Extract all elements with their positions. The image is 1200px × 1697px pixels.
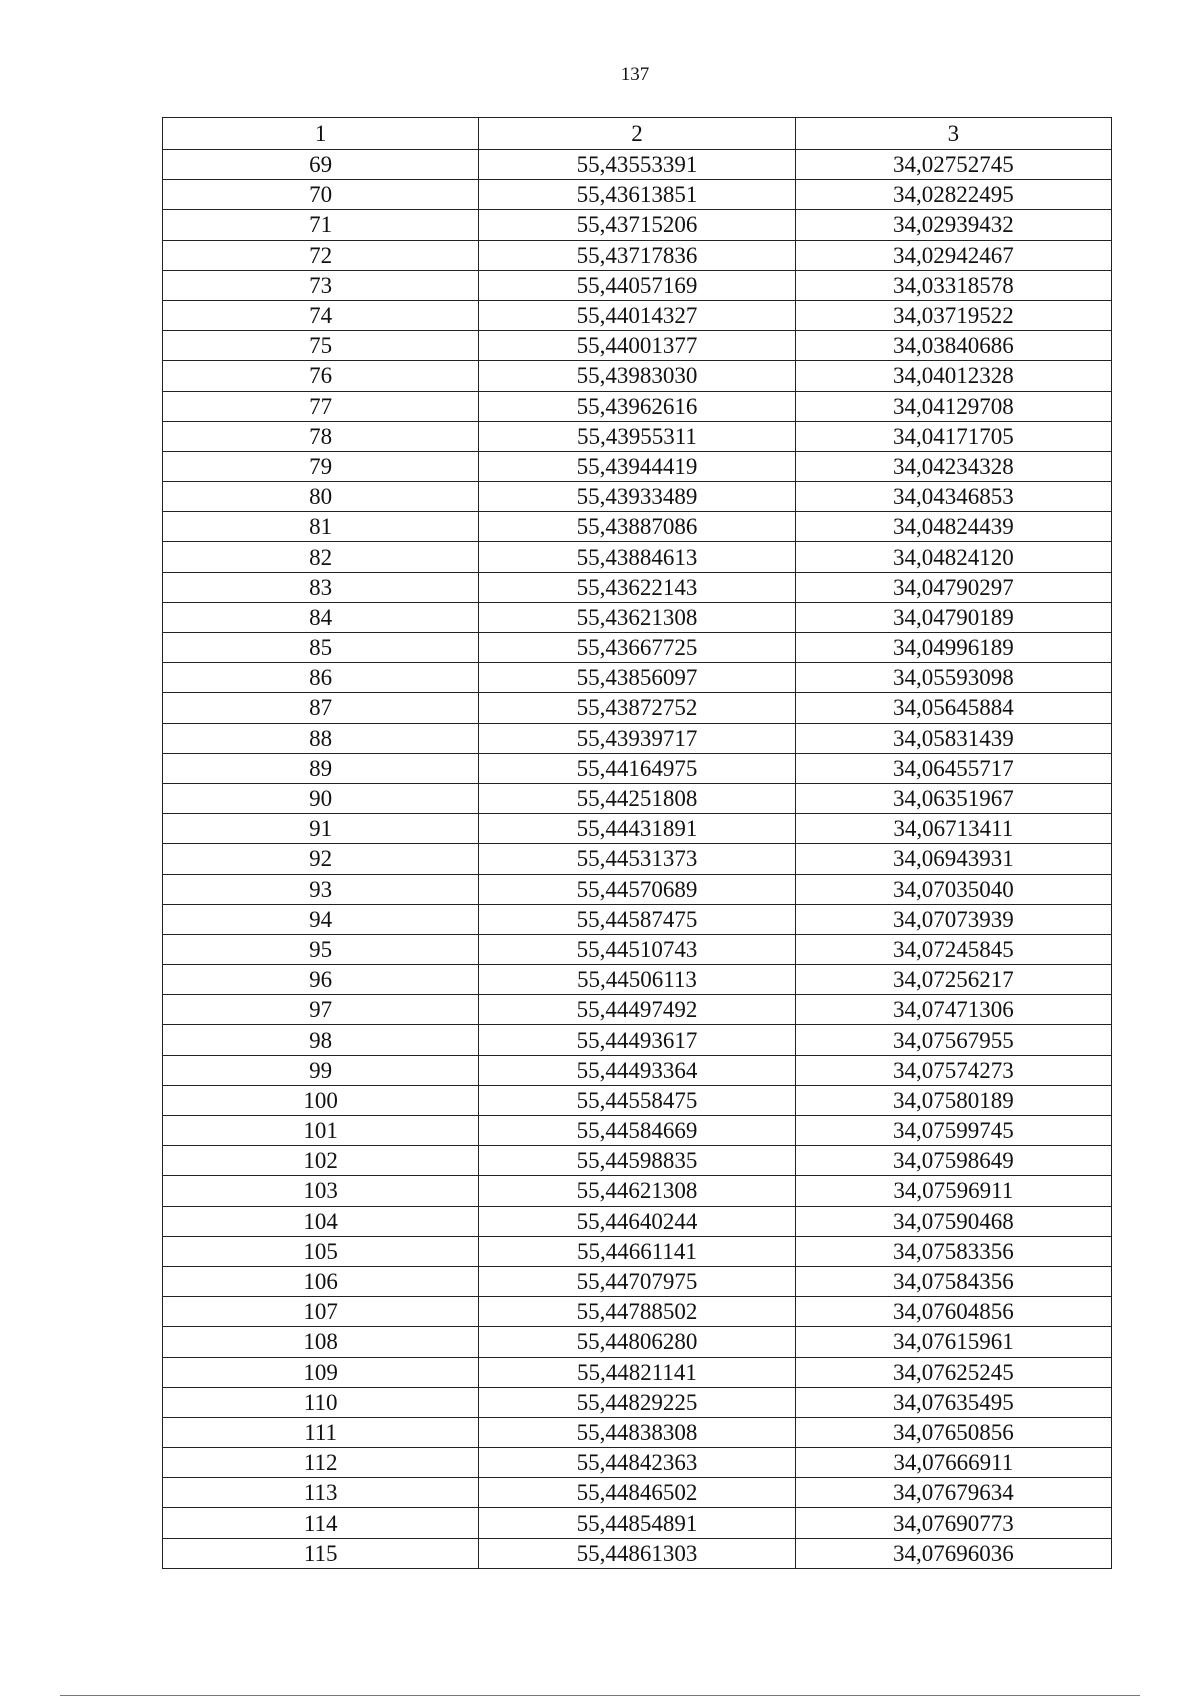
point-number-cell: 80: [163, 482, 479, 512]
coordinate-y-cell: 34,07599745: [795, 1116, 1111, 1146]
table-row: [163, 965, 1112, 995]
coordinate-x-cell: 55,43955311: [479, 421, 795, 451]
coordinates-table: [162, 117, 1112, 1569]
coordinate-x-cell: 55,44788502: [479, 1297, 795, 1327]
coordinate-y-cell: 34,04171705: [795, 421, 1111, 451]
coordinate-x-cell: 55,43884613: [479, 542, 795, 572]
table-row: [163, 331, 1112, 361]
point-number-cell: 99: [163, 1055, 479, 1085]
coordinate-y-cell: 34,07567955: [795, 1025, 1111, 1055]
coordinate-x-cell: 55,44846502: [479, 1478, 795, 1508]
point-number-cell: 100: [163, 1085, 479, 1115]
coordinate-x-cell: 55,43856097: [479, 663, 795, 693]
point-number-cell: 83: [163, 572, 479, 602]
table-row: [163, 663, 1112, 693]
point-number-cell: 94: [163, 904, 479, 934]
coordinate-y-cell: 34,04824120: [795, 542, 1111, 572]
coordinate-y-cell: 34,07245845: [795, 934, 1111, 964]
table-row: [163, 1417, 1112, 1447]
table-row: [163, 1508, 1112, 1538]
coordinate-y-cell: 34,07590468: [795, 1206, 1111, 1236]
coordinate-y-cell: 34,07625245: [795, 1357, 1111, 1387]
coordinate-x-cell: 55,44558475: [479, 1085, 795, 1115]
point-number-cell: 73: [163, 270, 479, 300]
coordinate-y-cell: 34,03719522: [795, 300, 1111, 330]
coordinate-x-cell: 55,43622143: [479, 572, 795, 602]
coordinate-y-cell: 34,06351967: [795, 783, 1111, 813]
coordinate-x-cell: 55,44854891: [479, 1508, 795, 1538]
table-row: [163, 1297, 1112, 1327]
point-number-cell: 86: [163, 663, 479, 693]
point-number-cell: 95: [163, 934, 479, 964]
coordinate-x-cell: 55,44598835: [479, 1146, 795, 1176]
table-row: [163, 1176, 1112, 1206]
coordinate-x-cell: 55,44570689: [479, 874, 795, 904]
table-row: [163, 451, 1112, 481]
coordinate-x-cell: 55,44493617: [479, 1025, 795, 1055]
coordinate-x-cell: 55,44806280: [479, 1327, 795, 1357]
point-number-cell: 113: [163, 1478, 479, 1508]
coordinate-y-cell: 34,05645884: [795, 693, 1111, 723]
table-row: [163, 753, 1112, 783]
coordinate-y-cell: 34,06713411: [795, 814, 1111, 844]
coordinate-y-cell: 34,07635495: [795, 1387, 1111, 1417]
coordinate-y-cell: 34,07580189: [795, 1085, 1111, 1115]
point-number-cell: 77: [163, 391, 479, 421]
table-row: [163, 1387, 1112, 1417]
point-number-cell: 85: [163, 633, 479, 663]
coordinate-y-cell: 34,04234328: [795, 451, 1111, 481]
coordinate-y-cell: 34,07256217: [795, 965, 1111, 995]
coordinate-x-cell: 55,43944419: [479, 451, 795, 481]
page-bottom-rule: [60, 1695, 1140, 1696]
table-row: [163, 723, 1112, 753]
coordinate-y-cell: 34,04790297: [795, 572, 1111, 602]
point-number-cell: 115: [163, 1538, 479, 1568]
point-number-cell: 82: [163, 542, 479, 572]
coordinate-y-cell: 34,07604856: [795, 1297, 1111, 1327]
coordinate-x-cell: 55,43667725: [479, 633, 795, 663]
table-row: [163, 1025, 1112, 1055]
coordinate-x-cell: 55,44842363: [479, 1448, 795, 1478]
table-row: [163, 1206, 1112, 1236]
point-number-cell: 89: [163, 753, 479, 783]
coordinate-y-cell: 34,02942467: [795, 240, 1111, 270]
coordinate-y-cell: 34,07666911: [795, 1448, 1111, 1478]
point-number-cell: 96: [163, 965, 479, 995]
coordinate-x-cell: 55,43962616: [479, 391, 795, 421]
coordinate-y-cell: 34,02939432: [795, 210, 1111, 240]
coordinate-x-cell: 55,44431891: [479, 814, 795, 844]
coordinate-x-cell: 55,44251808: [479, 783, 795, 813]
coordinate-y-cell: 34,03318578: [795, 270, 1111, 300]
coordinate-x-cell: 55,44510743: [479, 934, 795, 964]
table-body: [163, 150, 1112, 1569]
coordinate-y-cell: 34,07598649: [795, 1146, 1111, 1176]
point-number-cell: 97: [163, 995, 479, 1025]
table-row: [163, 512, 1112, 542]
coordinate-x-cell: 55,44821141: [479, 1357, 795, 1387]
table-row: [163, 180, 1112, 210]
coordinate-y-cell: 34,07584356: [795, 1266, 1111, 1296]
coordinate-y-cell: 34,07696036: [795, 1538, 1111, 1568]
coordinate-x-cell: 55,43939717: [479, 723, 795, 753]
coordinate-y-cell: 34,07073939: [795, 904, 1111, 934]
point-number-cell: 108: [163, 1327, 479, 1357]
point-number-cell: 93: [163, 874, 479, 904]
table-row: [163, 1055, 1112, 1085]
coordinate-x-cell: 55,44838308: [479, 1417, 795, 1447]
point-number-cell: 106: [163, 1266, 479, 1296]
coordinate-y-cell: 34,05831439: [795, 723, 1111, 753]
coordinate-x-cell: 55,44164975: [479, 753, 795, 783]
point-number-cell: 91: [163, 814, 479, 844]
point-number-cell: 81: [163, 512, 479, 542]
coordinate-y-cell: 34,04824439: [795, 512, 1111, 542]
coordinate-x-cell: 55,44829225: [479, 1387, 795, 1417]
point-number-cell: 105: [163, 1236, 479, 1266]
coordinate-y-cell: 34,04129708: [795, 391, 1111, 421]
table-row: [163, 1236, 1112, 1266]
coordinate-x-cell: 55,44640244: [479, 1206, 795, 1236]
column-header-3: 3: [795, 118, 1111, 150]
coordinate-y-cell: 34,07596911: [795, 1176, 1111, 1206]
table-row: [163, 1146, 1112, 1176]
table-row: [163, 1116, 1112, 1146]
table-header: [163, 118, 1112, 150]
coordinate-y-cell: 34,03840686: [795, 331, 1111, 361]
point-number-cell: 92: [163, 844, 479, 874]
coordinate-x-cell: 55,44001377: [479, 331, 795, 361]
coordinate-x-cell: 55,44707975: [479, 1266, 795, 1296]
table-row: [163, 542, 1112, 572]
point-number-cell: 69: [163, 150, 479, 180]
coordinate-x-cell: 55,44661141: [479, 1236, 795, 1266]
coordinate-y-cell: 34,06455717: [795, 753, 1111, 783]
table-row: [163, 482, 1112, 512]
table-row: [163, 150, 1112, 180]
table-row: [163, 934, 1112, 964]
point-number-cell: 109: [163, 1357, 479, 1387]
coordinate-x-cell: 55,43621308: [479, 602, 795, 632]
coordinate-x-cell: 55,43872752: [479, 693, 795, 723]
point-number-cell: 75: [163, 331, 479, 361]
coordinate-y-cell: 34,05593098: [795, 663, 1111, 693]
point-number-cell: 101: [163, 1116, 479, 1146]
column-header-2: 2: [479, 118, 795, 150]
coordinate-x-cell: 55,43887086: [479, 512, 795, 542]
point-number-cell: 88: [163, 723, 479, 753]
coordinate-y-cell: 34,02752745: [795, 150, 1111, 180]
coordinate-y-cell: 34,07650856: [795, 1417, 1111, 1447]
header-row: [163, 118, 1112, 150]
point-number-cell: 72: [163, 240, 479, 270]
coordinate-x-cell: 55,43983030: [479, 361, 795, 391]
coordinate-x-cell: 55,44621308: [479, 1176, 795, 1206]
coordinate-y-cell: 34,02822495: [795, 180, 1111, 210]
coordinate-y-cell: 34,04012328: [795, 361, 1111, 391]
table-row: [163, 1448, 1112, 1478]
point-number-cell: 114: [163, 1508, 479, 1538]
table-row: [163, 904, 1112, 934]
point-number-cell: 74: [163, 300, 479, 330]
point-number-cell: 78: [163, 421, 479, 451]
column-header-1: 1: [163, 118, 479, 150]
table-row: [163, 210, 1112, 240]
table-row: [163, 240, 1112, 270]
coordinate-y-cell: 34,07574273: [795, 1055, 1111, 1085]
point-number-cell: 76: [163, 361, 479, 391]
point-number-cell: 98: [163, 1025, 479, 1055]
coordinate-x-cell: 55,43613851: [479, 180, 795, 210]
point-number-cell: 107: [163, 1297, 479, 1327]
table-row: [163, 783, 1112, 813]
coordinate-y-cell: 34,07035040: [795, 874, 1111, 904]
coordinate-x-cell: 55,43717836: [479, 240, 795, 270]
coordinate-x-cell: 55,44584669: [479, 1116, 795, 1146]
coordinate-x-cell: 55,44493364: [479, 1055, 795, 1085]
table-row: [163, 1327, 1112, 1357]
table-row: [163, 1266, 1112, 1296]
coordinate-x-cell: 55,44506113: [479, 965, 795, 995]
coordinate-y-cell: 34,07690773: [795, 1508, 1111, 1538]
table-row: [163, 844, 1112, 874]
table-row: [163, 572, 1112, 602]
coordinate-x-cell: 55,44531373: [479, 844, 795, 874]
table-row: [163, 361, 1112, 391]
point-number-cell: 71: [163, 210, 479, 240]
point-number-cell: 84: [163, 602, 479, 632]
coordinate-x-cell: 55,44497492: [479, 995, 795, 1025]
coordinate-x-cell: 55,44057169: [479, 270, 795, 300]
coordinate-y-cell: 34,07583356: [795, 1236, 1111, 1266]
coordinate-x-cell: 55,44861303: [479, 1538, 795, 1568]
table-row: [163, 421, 1112, 451]
point-number-cell: 79: [163, 451, 479, 481]
table-row: [163, 270, 1112, 300]
coordinate-y-cell: 34,07679634: [795, 1478, 1111, 1508]
point-number-cell: 70: [163, 180, 479, 210]
table-row: [163, 602, 1112, 632]
table-row: [163, 874, 1112, 904]
table-row: [163, 693, 1112, 723]
coordinate-y-cell: 34,04996189: [795, 633, 1111, 663]
coordinate-x-cell: 55,43715206: [479, 210, 795, 240]
coordinate-x-cell: 55,43553391: [479, 150, 795, 180]
coordinate-y-cell: 34,07615961: [795, 1327, 1111, 1357]
table-row: [163, 814, 1112, 844]
coordinate-y-cell: 34,04346853: [795, 482, 1111, 512]
coordinate-y-cell: 34,04790189: [795, 602, 1111, 632]
table-row: [163, 1538, 1112, 1568]
table-row: [163, 1357, 1112, 1387]
point-number-cell: 104: [163, 1206, 479, 1236]
table-row: [163, 633, 1112, 663]
coordinate-y-cell: 34,07471306: [795, 995, 1111, 1025]
table-row: [163, 300, 1112, 330]
point-number-cell: 110: [163, 1387, 479, 1417]
point-number-cell: 87: [163, 693, 479, 723]
table-row: [163, 1478, 1112, 1508]
point-number-cell: 102: [163, 1146, 479, 1176]
page-number: 137: [620, 64, 650, 85]
coordinate-x-cell: 55,44014327: [479, 300, 795, 330]
point-number-cell: 112: [163, 1448, 479, 1478]
coordinate-x-cell: 55,44587475: [479, 904, 795, 934]
point-number-cell: 103: [163, 1176, 479, 1206]
table-row: [163, 1085, 1112, 1115]
table-row: [163, 391, 1112, 421]
point-number-cell: 111: [163, 1417, 479, 1447]
table-row: [163, 995, 1112, 1025]
coordinate-y-cell: 34,06943931: [795, 844, 1111, 874]
coordinate-x-cell: 55,43933489: [479, 482, 795, 512]
point-number-cell: 90: [163, 783, 479, 813]
